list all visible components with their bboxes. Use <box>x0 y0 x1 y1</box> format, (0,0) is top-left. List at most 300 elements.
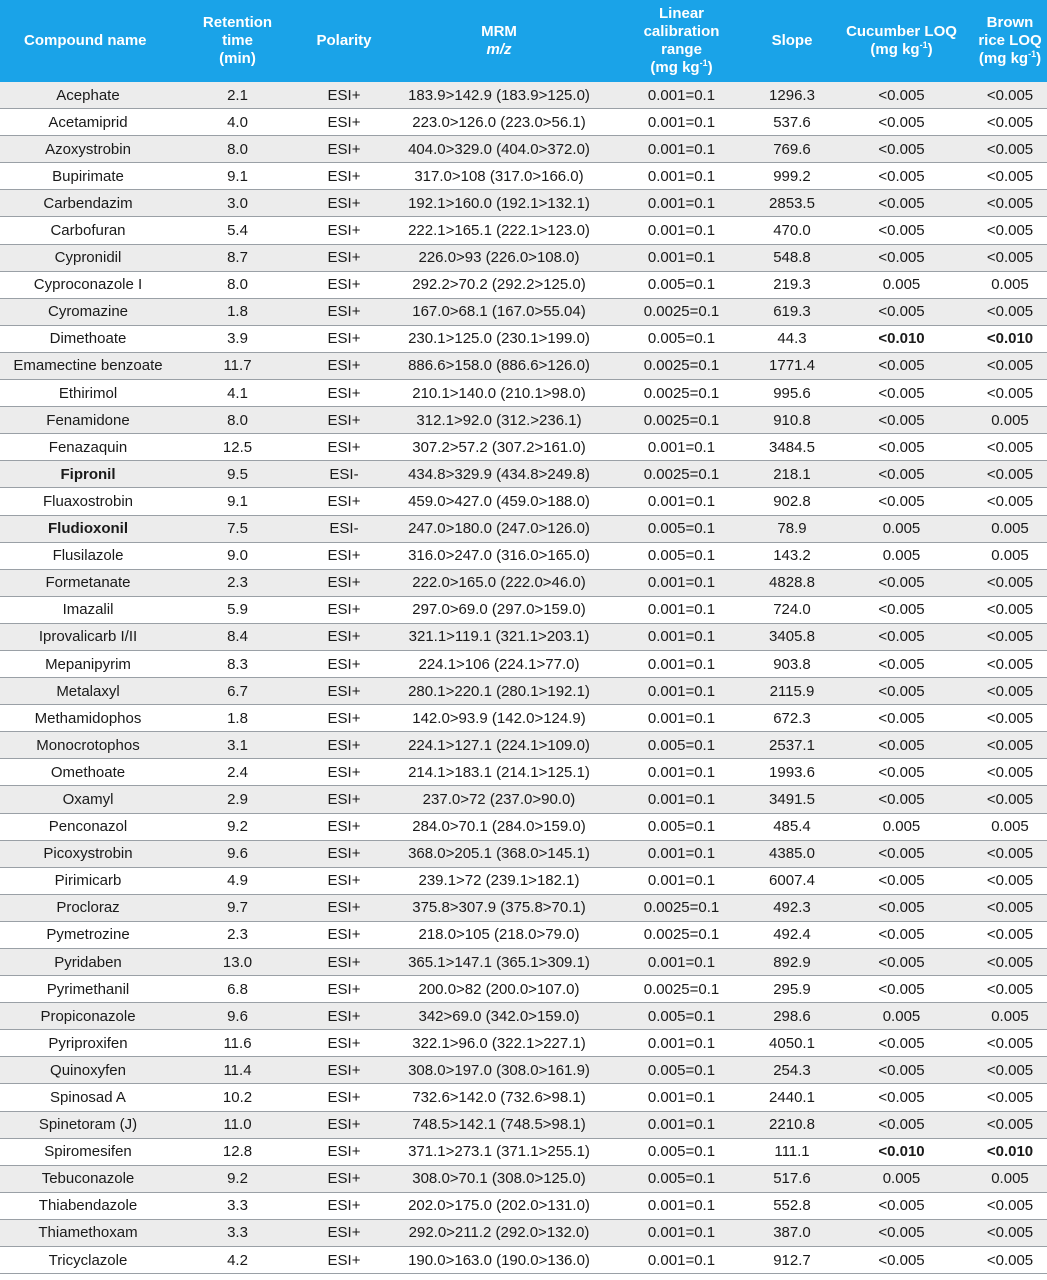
cell-brown-rice-loq: <0.005 <box>973 109 1047 136</box>
cell-cucumber-loq: <0.005 <box>830 1030 973 1057</box>
cell-linear-range: 0.0025=0.1 <box>609 976 754 1003</box>
cell-compound-name: Spiromesifen <box>0 1138 176 1165</box>
cell-slope: 218.1 <box>754 461 830 488</box>
cell-retention-time: 11.0 <box>176 1111 299 1138</box>
cell-retention-time: 5.9 <box>176 596 299 623</box>
cell-brown-rice-loq: <0.005 <box>973 678 1047 705</box>
cell-polarity: ESI+ <box>299 976 389 1003</box>
cell-mrm: 732.6>142.0 (732.6>98.1) <box>389 1084 609 1111</box>
cell-compound-name: Spinosad A <box>0 1084 176 1111</box>
table-row <box>0 1057 1047 1084</box>
cell-compound-name: Acetamiprid <box>0 109 176 136</box>
cell-retention-time: 8.4 <box>176 623 299 650</box>
cell-compound-name: Methamidophos <box>0 705 176 732</box>
cell-retention-time: 2.3 <box>176 921 299 948</box>
table-row <box>0 542 1047 569</box>
cell-polarity: ESI+ <box>299 705 389 732</box>
cell-compound-name: Fipronil <box>0 461 176 488</box>
cell-slope: 470.0 <box>754 217 830 244</box>
cell-polarity: ESI+ <box>299 867 389 894</box>
cell-brown-rice-loq: 0.005 <box>973 813 1047 840</box>
cell-brown-rice-loq: <0.005 <box>973 190 1047 217</box>
cell-cucumber-loq: <0.010 <box>830 1138 973 1165</box>
cell-retention-time: 9.7 <box>176 894 299 921</box>
cell-mrm: 365.1>147.1 (365.1>309.1) <box>389 949 609 976</box>
table-row <box>0 867 1047 894</box>
cell-mrm: 214.1>183.1 (214.1>125.1) <box>389 759 609 786</box>
cell-compound-name: Thiabendazole <box>0 1192 176 1219</box>
cell-brown-rice-loq: 0.005 <box>973 1165 1047 1192</box>
cell-cucumber-loq: <0.005 <box>830 759 973 786</box>
cell-mrm: 434.8>329.9 (434.8>249.8) <box>389 461 609 488</box>
cell-mrm: 167.0>68.1 (167.0>55.04) <box>389 298 609 325</box>
cell-slope: 4828.8 <box>754 569 830 596</box>
cell-mrm: 308.0>197.0 (308.0>161.9) <box>389 1057 609 1084</box>
cell-linear-range: 0.001=0.1 <box>609 949 754 976</box>
cell-linear-range: 0.001=0.1 <box>609 1030 754 1057</box>
cell-mrm: 375.8>307.9 (375.8>70.1) <box>389 894 609 921</box>
table-row <box>0 1030 1047 1057</box>
cell-linear-range: 0.001=0.1 <box>609 759 754 786</box>
cell-retention-time: 9.1 <box>176 488 299 515</box>
cell-retention-time: 8.0 <box>176 136 299 163</box>
cell-compound-name: Fenamidone <box>0 407 176 434</box>
table-row <box>0 380 1047 407</box>
cell-linear-range: 0.001=0.1 <box>609 82 754 109</box>
cell-cucumber-loq: <0.005 <box>830 949 973 976</box>
cell-retention-time: 3.9 <box>176 325 299 352</box>
cell-linear-range: 0.005=0.1 <box>609 271 754 298</box>
cell-slope: 2853.5 <box>754 190 830 217</box>
cell-mrm: 224.1>106 (224.1>77.0) <box>389 650 609 677</box>
table-row <box>0 1165 1047 1192</box>
cell-compound-name: Thiamethoxam <box>0 1219 176 1246</box>
cell-brown-rice-loq: <0.005 <box>973 569 1047 596</box>
cell-mrm: 226.0>93 (226.0>108.0) <box>389 244 609 271</box>
cell-polarity: ESI+ <box>299 759 389 786</box>
table-row <box>0 1003 1047 1030</box>
cell-compound-name: Formetanate <box>0 569 176 596</box>
cell-slope: 143.2 <box>754 542 830 569</box>
cell-polarity: ESI+ <box>299 434 389 461</box>
cell-polarity: ESI+ <box>299 678 389 705</box>
cell-retention-time: 12.5 <box>176 434 299 461</box>
cell-brown-rice-loq: <0.005 <box>973 976 1047 1003</box>
table-row <box>0 217 1047 244</box>
header-compound-name: Compound name <box>0 0 176 82</box>
cell-slope: 492.3 <box>754 894 830 921</box>
cell-brown-rice-loq: <0.005 <box>973 244 1047 271</box>
cell-mrm: 224.1>127.1 (224.1>109.0) <box>389 732 609 759</box>
cell-brown-rice-loq: <0.005 <box>973 461 1047 488</box>
cell-slope: 769.6 <box>754 136 830 163</box>
cell-linear-range: 0.0025=0.1 <box>609 894 754 921</box>
cell-retention-time: 12.8 <box>176 1138 299 1165</box>
cell-linear-range: 0.001=0.1 <box>609 1247 754 1274</box>
cell-retention-time: 6.8 <box>176 976 299 1003</box>
table-row <box>0 569 1047 596</box>
cell-retention-time: 7.5 <box>176 515 299 542</box>
cell-polarity: ESI+ <box>299 407 389 434</box>
cell-slope: 910.8 <box>754 407 830 434</box>
cell-mrm: 404.0>329.0 (404.0>372.0) <box>389 136 609 163</box>
cell-brown-rice-loq: <0.005 <box>973 1219 1047 1246</box>
cell-compound-name: Cyromazine <box>0 298 176 325</box>
cell-mrm: 202.0>175.0 (202.0>131.0) <box>389 1192 609 1219</box>
cell-retention-time: 2.1 <box>176 82 299 109</box>
cell-polarity: ESI+ <box>299 650 389 677</box>
cell-slope: 537.6 <box>754 109 830 136</box>
cell-polarity: ESI+ <box>299 542 389 569</box>
cell-brown-rice-loq: <0.005 <box>973 705 1047 732</box>
cell-compound-name: Pyriproxifen <box>0 1030 176 1057</box>
cell-slope: 912.7 <box>754 1247 830 1274</box>
cell-cucumber-loq: <0.005 <box>830 569 973 596</box>
cell-mrm: 371.1>273.1 (371.1>255.1) <box>389 1138 609 1165</box>
cell-polarity: ESI+ <box>299 840 389 867</box>
cell-slope: 724.0 <box>754 596 830 623</box>
cell-cucumber-loq: <0.005 <box>830 1057 973 1084</box>
header-brown-rice-loq: Brown rice LOQ (mg $kg^{-1}$) <box>973 0 1047 82</box>
cell-compound-name: Ethirimol <box>0 380 176 407</box>
table-header-row <box>0 0 1047 82</box>
table-row <box>0 461 1047 488</box>
cell-compound-name: Bupirimate <box>0 163 176 190</box>
cell-cucumber-loq: <0.005 <box>830 217 973 244</box>
cell-cucumber-loq: <0.005 <box>830 921 973 948</box>
cell-polarity: ESI+ <box>299 1111 389 1138</box>
cell-cucumber-loq: 0.005 <box>830 515 973 542</box>
cell-cucumber-loq: 0.005 <box>830 1165 973 1192</box>
cell-compound-name: Mepanipyrim <box>0 650 176 677</box>
cell-compound-name: Azoxystrobin <box>0 136 176 163</box>
cell-brown-rice-loq: <0.005 <box>973 949 1047 976</box>
cell-cucumber-loq: <0.005 <box>830 407 973 434</box>
header-retention-time: Retention time (min) <box>176 0 299 82</box>
cell-slope: 78.9 <box>754 515 830 542</box>
cell-brown-rice-loq: 0.005 <box>973 407 1047 434</box>
cell-compound-name: Fluaxostrobin <box>0 488 176 515</box>
cell-compound-name: Tebuconazole <box>0 1165 176 1192</box>
cell-polarity: ESI+ <box>299 271 389 298</box>
cell-mrm: 239.1>72 (239.1>182.1) <box>389 867 609 894</box>
cell-mrm: 247.0>180.0 (247.0>126.0) <box>389 515 609 542</box>
cell-retention-time: 3.3 <box>176 1192 299 1219</box>
cell-brown-rice-loq: <0.005 <box>973 786 1047 813</box>
cell-retention-time: 10.2 <box>176 1084 299 1111</box>
cell-slope: 902.8 <box>754 488 830 515</box>
cell-brown-rice-loq: <0.005 <box>973 82 1047 109</box>
cell-slope: 2210.8 <box>754 1111 830 1138</box>
cell-cucumber-loq: 0.005 <box>830 271 973 298</box>
cell-retention-time: 11.7 <box>176 352 299 379</box>
cell-polarity: ESI+ <box>299 1165 389 1192</box>
cell-mrm: 886.6>158.0 (886.6>126.0) <box>389 352 609 379</box>
cell-polarity: ESI+ <box>299 1084 389 1111</box>
cell-slope: 903.8 <box>754 650 830 677</box>
cell-slope: 672.3 <box>754 705 830 732</box>
cell-brown-rice-loq: <0.005 <box>973 1247 1047 1274</box>
table-row <box>0 434 1047 461</box>
cell-cucumber-loq: <0.005 <box>830 244 973 271</box>
cell-compound-name: Penconazol <box>0 813 176 840</box>
cell-compound-name: Metalaxyl <box>0 678 176 705</box>
cell-mrm: 222.1>165.1 (222.1>123.0) <box>389 217 609 244</box>
cell-polarity: ESI+ <box>299 1003 389 1030</box>
cell-polarity: ESI+ <box>299 109 389 136</box>
cell-polarity: ESI+ <box>299 1138 389 1165</box>
table-row <box>0 244 1047 271</box>
cell-mrm: 237.0>72 (237.0>90.0) <box>389 786 609 813</box>
table-row <box>0 623 1047 650</box>
cell-retention-time: 2.9 <box>176 786 299 813</box>
cell-slope: 44.3 <box>754 325 830 352</box>
cell-mrm: 748.5>142.1 (748.5>98.1) <box>389 1111 609 1138</box>
cell-retention-time: 8.7 <box>176 244 299 271</box>
cell-compound-name: Cyproconazole I <box>0 271 176 298</box>
cell-polarity: ESI- <box>299 461 389 488</box>
cell-cucumber-loq: <0.005 <box>830 434 973 461</box>
cell-brown-rice-loq: 0.005 <box>973 542 1047 569</box>
cell-slope: 548.8 <box>754 244 830 271</box>
table-row <box>0 488 1047 515</box>
cell-linear-range: 0.005=0.1 <box>609 1165 754 1192</box>
header-mrm: MRM m/z <box>389 0 609 82</box>
cell-mrm: 218.0>105 (218.0>79.0) <box>389 921 609 948</box>
cell-compound-name: Fludioxonil <box>0 515 176 542</box>
cell-cucumber-loq: <0.005 <box>830 380 973 407</box>
cell-slope: 3405.8 <box>754 623 830 650</box>
cell-linear-range: 0.0025=0.1 <box>609 352 754 379</box>
cell-retention-time: 1.8 <box>176 705 299 732</box>
cell-cucumber-loq: <0.005 <box>830 190 973 217</box>
cell-mrm: 317.0>108 (317.0>166.0) <box>389 163 609 190</box>
cell-retention-time: 4.9 <box>176 867 299 894</box>
header-polarity: Polarity <box>299 0 389 82</box>
cell-cucumber-loq: <0.005 <box>830 352 973 379</box>
cell-retention-time: 8.3 <box>176 650 299 677</box>
cell-brown-rice-loq: <0.005 <box>973 1111 1047 1138</box>
table-row <box>0 1247 1047 1274</box>
cell-retention-time: 3.1 <box>176 732 299 759</box>
cell-linear-range: 0.005=0.1 <box>609 1003 754 1030</box>
cell-slope: 387.0 <box>754 1219 830 1246</box>
cell-cucumber-loq: <0.005 <box>830 1247 973 1274</box>
cell-polarity: ESI+ <box>299 1219 389 1246</box>
cell-linear-range: 0.001=0.1 <box>609 488 754 515</box>
table-row <box>0 163 1047 190</box>
cell-polarity: ESI+ <box>299 786 389 813</box>
cell-linear-range: 0.001=0.1 <box>609 217 754 244</box>
cell-polarity: ESI+ <box>299 732 389 759</box>
cell-cucumber-loq: <0.005 <box>830 867 973 894</box>
header-linear-calibration-range: Linear calibration range (mg $kg^{-1}$) <box>609 0 754 82</box>
cell-brown-rice-loq: <0.005 <box>973 217 1047 244</box>
cell-polarity: ESI+ <box>299 596 389 623</box>
table-row <box>0 109 1047 136</box>
cell-brown-rice-loq: <0.005 <box>973 894 1047 921</box>
cell-retention-time: 5.4 <box>176 217 299 244</box>
cell-polarity: ESI+ <box>299 163 389 190</box>
table-row <box>0 840 1047 867</box>
cell-mrm: 292.2>70.2 (292.2>125.0) <box>389 271 609 298</box>
cell-mrm: 321.1>119.1 (321.1>203.1) <box>389 623 609 650</box>
cell-polarity: ESI+ <box>299 949 389 976</box>
table-row <box>0 786 1047 813</box>
cell-mrm: 192.1>160.0 (192.1>132.1) <box>389 190 609 217</box>
cell-linear-range: 0.001=0.1 <box>609 623 754 650</box>
cell-retention-time: 9.2 <box>176 813 299 840</box>
cell-compound-name: Fenazaquin <box>0 434 176 461</box>
cell-mrm: 190.0>163.0 (190.0>136.0) <box>389 1247 609 1274</box>
table-row <box>0 1111 1047 1138</box>
cell-brown-rice-loq: <0.005 <box>973 623 1047 650</box>
cell-mrm: 316.0>247.0 (316.0>165.0) <box>389 542 609 569</box>
table-row <box>0 732 1047 759</box>
cell-brown-rice-loq: <0.005 <box>973 1084 1047 1111</box>
cell-linear-range: 0.005=0.1 <box>609 1057 754 1084</box>
table-row <box>0 596 1047 623</box>
cell-slope: 4385.0 <box>754 840 830 867</box>
cell-mrm: 200.0>82 (200.0>107.0) <box>389 976 609 1003</box>
cell-brown-rice-loq: <0.005 <box>973 163 1047 190</box>
cell-retention-time: 9.5 <box>176 461 299 488</box>
cell-linear-range: 0.001=0.1 <box>609 136 754 163</box>
table-row <box>0 190 1047 217</box>
table-row <box>0 325 1047 352</box>
cell-retention-time: 13.0 <box>176 949 299 976</box>
cell-linear-range: 0.001=0.1 <box>609 109 754 136</box>
table-row <box>0 894 1047 921</box>
cell-cucumber-loq: <0.005 <box>830 786 973 813</box>
table-row <box>0 759 1047 786</box>
cell-linear-range: 0.001=0.1 <box>609 678 754 705</box>
cell-polarity: ESI+ <box>299 488 389 515</box>
cell-polarity: ESI+ <box>299 82 389 109</box>
cell-retention-time: 4.1 <box>176 380 299 407</box>
cell-polarity: ESI+ <box>299 352 389 379</box>
cell-mrm: 308.0>70.1 (308.0>125.0) <box>389 1165 609 1192</box>
cell-brown-rice-loq: <0.005 <box>973 867 1047 894</box>
cell-linear-range: 0.005=0.1 <box>609 813 754 840</box>
cell-retention-time: 3.3 <box>176 1219 299 1246</box>
cell-polarity: ESI+ <box>299 623 389 650</box>
cell-compound-name: Omethoate <box>0 759 176 786</box>
cell-brown-rice-loq: <0.005 <box>973 352 1047 379</box>
cell-brown-rice-loq: 0.005 <box>973 271 1047 298</box>
cell-compound-name: Cypronidil <box>0 244 176 271</box>
cell-cucumber-loq: <0.005 <box>830 109 973 136</box>
cell-polarity: ESI+ <box>299 190 389 217</box>
cell-slope: 3491.5 <box>754 786 830 813</box>
cell-linear-range: 0.001=0.1 <box>609 867 754 894</box>
cell-mrm: 230.1>125.0 (230.1>199.0) <box>389 325 609 352</box>
cell-slope: 892.9 <box>754 949 830 976</box>
cell-compound-name: Carbofuran <box>0 217 176 244</box>
cell-mrm: 297.0>69.0 (297.0>159.0) <box>389 596 609 623</box>
table-row <box>0 1192 1047 1219</box>
cell-linear-range: 0.0025=0.1 <box>609 407 754 434</box>
cell-compound-name: Acephate <box>0 82 176 109</box>
cell-retention-time: 2.4 <box>176 759 299 786</box>
table-row <box>0 650 1047 677</box>
cell-polarity: ESI+ <box>299 1192 389 1219</box>
cell-retention-time: 8.0 <box>176 271 299 298</box>
cell-slope: 3484.5 <box>754 434 830 461</box>
table-row <box>0 1219 1047 1246</box>
cell-mrm: 284.0>70.1 (284.0>159.0) <box>389 813 609 840</box>
cell-slope: 2440.1 <box>754 1084 830 1111</box>
cell-slope: 6007.4 <box>754 867 830 894</box>
cell-cucumber-loq: <0.005 <box>830 1219 973 1246</box>
table-row <box>0 678 1047 705</box>
cell-linear-range: 0.005=0.1 <box>609 732 754 759</box>
cell-linear-range: 0.005=0.1 <box>609 542 754 569</box>
cell-slope: 492.4 <box>754 921 830 948</box>
cell-compound-name: Quinoxyfen <box>0 1057 176 1084</box>
cell-compound-name: Iprovalicarb I/II <box>0 623 176 650</box>
cell-brown-rice-loq: <0.005 <box>973 1192 1047 1219</box>
cell-retention-time: 4.2 <box>176 1247 299 1274</box>
cell-compound-name: Oxamyl <box>0 786 176 813</box>
header-slope: Slope <box>754 0 830 82</box>
cell-cucumber-loq: <0.005 <box>830 82 973 109</box>
cell-compound-name: Picoxystrobin <box>0 840 176 867</box>
cell-mrm: 222.0>165.0 (222.0>46.0) <box>389 569 609 596</box>
cell-cucumber-loq: <0.005 <box>830 596 973 623</box>
cell-linear-range: 0.001=0.1 <box>609 1219 754 1246</box>
cell-slope: 517.6 <box>754 1165 830 1192</box>
cell-cucumber-loq: <0.005 <box>830 678 973 705</box>
cell-compound-name: Pirimicarb <box>0 867 176 894</box>
cell-retention-time: 9.6 <box>176 1003 299 1030</box>
cell-polarity: ESI+ <box>299 894 389 921</box>
cell-slope: 2537.1 <box>754 732 830 759</box>
cell-retention-time: 9.6 <box>176 840 299 867</box>
cell-linear-range: 0.005=0.1 <box>609 515 754 542</box>
cell-mrm: 322.1>96.0 (322.1>227.1) <box>389 1030 609 1057</box>
cell-cucumber-loq: <0.005 <box>830 1084 973 1111</box>
table-row <box>0 352 1047 379</box>
table-row <box>0 271 1047 298</box>
table-row <box>0 949 1047 976</box>
cell-cucumber-loq: <0.005 <box>830 163 973 190</box>
cell-linear-range: 0.001=0.1 <box>609 1084 754 1111</box>
cell-linear-range: 0.0025=0.1 <box>609 380 754 407</box>
cell-retention-time: 9.0 <box>176 542 299 569</box>
cell-compound-name: Pyridaben <box>0 949 176 976</box>
cell-slope: 485.4 <box>754 813 830 840</box>
cell-compound-name: Propiconazole <box>0 1003 176 1030</box>
cell-linear-range: 0.001=0.1 <box>609 569 754 596</box>
cell-linear-range: 0.001=0.1 <box>609 163 754 190</box>
cell-linear-range: 0.005=0.1 <box>609 1138 754 1165</box>
cell-cucumber-loq: <0.005 <box>830 488 973 515</box>
table-row <box>0 298 1047 325</box>
cell-cucumber-loq: <0.005 <box>830 1192 973 1219</box>
cell-retention-time: 11.4 <box>176 1057 299 1084</box>
cell-slope: 1993.6 <box>754 759 830 786</box>
cell-linear-range: 0.001=0.1 <box>609 190 754 217</box>
cell-compound-name: Dimethoate <box>0 325 176 352</box>
cell-slope: 552.8 <box>754 1192 830 1219</box>
cell-mrm: 223.0>126.0 (223.0>56.1) <box>389 109 609 136</box>
cell-cucumber-loq: 0.005 <box>830 813 973 840</box>
table-row <box>0 813 1047 840</box>
cell-slope: 999.2 <box>754 163 830 190</box>
cell-cucumber-loq: <0.005 <box>830 1111 973 1138</box>
cell-cucumber-loq: <0.005 <box>830 623 973 650</box>
